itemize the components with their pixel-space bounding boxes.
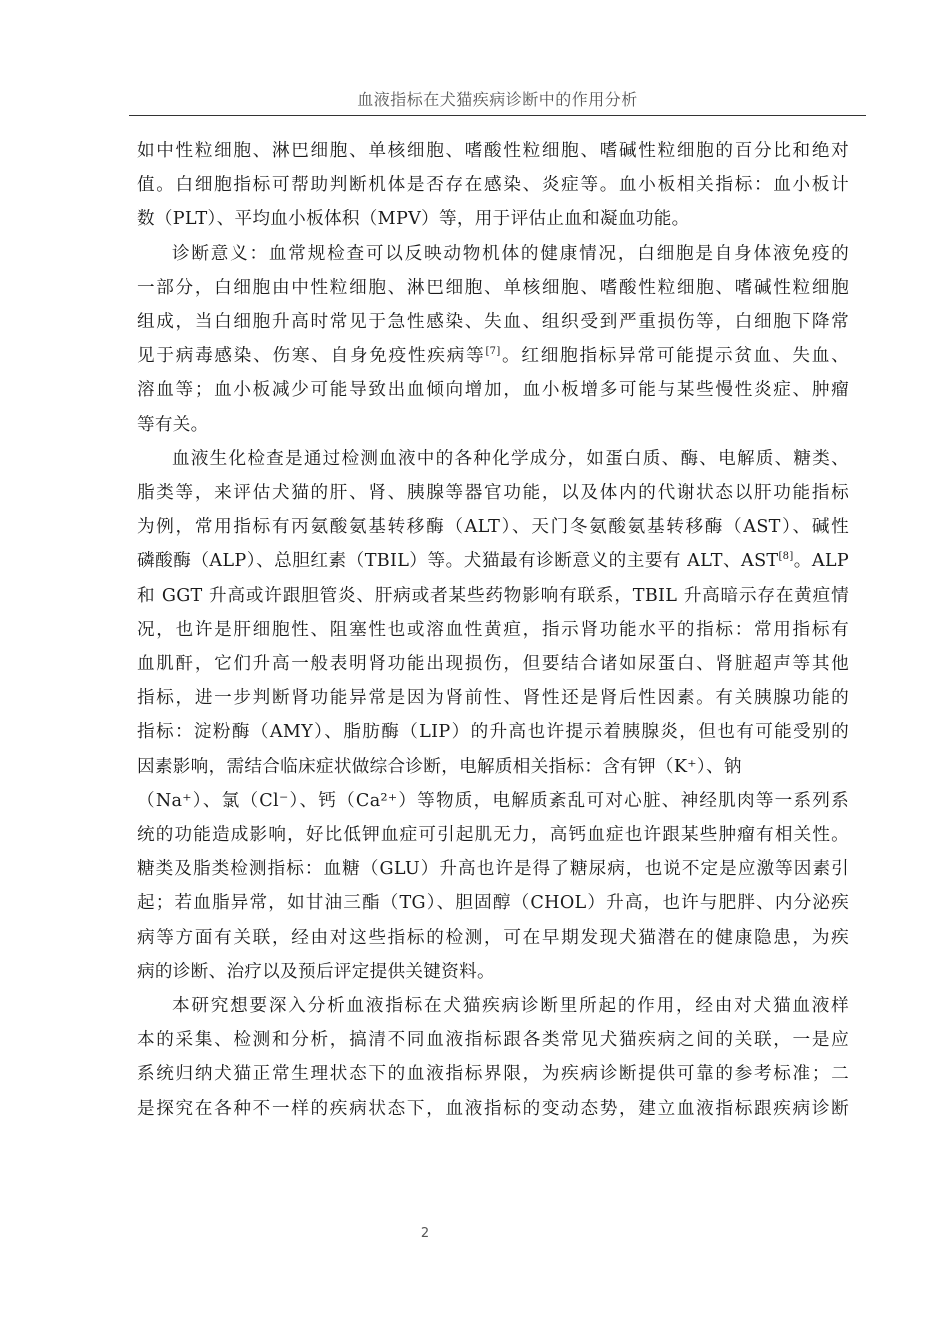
paragraph-2	[137, 237, 849, 442]
text-line: （Na⁺）、氯（Cl⁻）、钙（Ca²⁺）等物质，电解质紊乱可对心脏、神经肌肉等一系列系	[137, 790, 849, 811]
text-line: 和 GGT 升高或许跟胆管炎、肝病或者某些药物影响有联系，TBIL 升高暗示存在黄疸情	[137, 585, 849, 606]
page-number: 2	[420, 1226, 430, 1241]
text-line: 等有关。	[137, 414, 209, 435]
text-line: 糖类及脂类检测指标：血糖（GLU）升高也许是得了糖尿病，也说不定是应激等因素引	[137, 859, 849, 880]
text-line: 脂类等，来评估犬猫的肝、肾、胰腺等器官功能，以及体内的代谢状态以肝功能指标	[137, 483, 849, 504]
text-line: 起；若血脂异常，如甘油三酯（TG）、胆固醇（CHOL）升高，也许与肥胖、内分泌疾	[137, 893, 849, 914]
running-header-title: 血液指标在犬猫疾病诊断中的作用分析	[357, 90, 638, 109]
paragraph-3	[137, 442, 849, 989]
body-text	[137, 134, 849, 1126]
text-line: 因素影响，需结合临床症状做综合诊断，电解质相关指标：含有钾（K⁺）、钠	[137, 756, 742, 777]
text-line: 病的诊断、治疗以及预后评定提供关键资料。	[137, 961, 495, 982]
paragraph-4	[137, 989, 849, 1126]
text-line: 为例，常用指标有丙氨酸氨基转移酶（ALT）、天门冬氨酸氨基转移酶（AST）、碱性	[137, 517, 849, 538]
citation-8: [8]	[778, 551, 794, 563]
text-line: 血液生化检查是通过检测血液中的各种化学成分，如蛋白质、酶、电解质、糖类、	[172, 448, 849, 469]
text-line	[137, 544, 849, 578]
text-segment: 。ALP	[793, 551, 849, 572]
text-line: 诊断意义：血常规检查可以反映动物机体的健康情况，白细胞是自身体液免疫的	[172, 243, 849, 264]
text-segment: 磷酸酶（ALP）、总胆红素（TBIL）等。犬猫最有诊断意义的主要有 ALT、AST	[137, 551, 779, 572]
text-line: 系统归纳犬猫正常生理状态下的血液指标界限，为疾病诊断提供可靠的参考标准；二	[137, 1064, 849, 1085]
text-line: 指标：淀粉酶（AMY）、脂肪酶（LIP）的升高也许提示着胰腺炎，但也有可能受别的	[137, 722, 849, 743]
text-line: 组成，当白细胞升高时常见于急性感染、失血、组织受到严重损伤等，白细胞下降常	[137, 312, 849, 333]
text-line: 血肌酐，它们升高一般表明肾功能出现损伤，但要结合诸如尿蛋白、肾脏超声等其他	[137, 654, 849, 675]
text-line: 是探究在各种不一样的疾病状态下，血液指标的变动态势，建立血液指标跟疾病诊断	[137, 1098, 849, 1119]
text-segment: 。红细胞指标异常可能提示贫血、失血、	[500, 346, 850, 367]
text-line: 指标，进一步判断肾功能异常是因为肾前性、肾性还是肾后性因素。有关胰腺功能的	[137, 688, 849, 709]
text-line: 一部分，白细胞由中性粒细胞、淋巴细胞、单核细胞、嗜酸性粒细胞、嗜碱性粒细胞	[137, 277, 849, 298]
text-line: 病等方面有关联，经由对这些指标的检测，可在早期发现犬猫潜在的健康隐患，为疾	[137, 927, 849, 948]
text-line: 本研究想要深入分析血液指标在犬猫疾病诊断里所起的作用，经由对犬猫血液样	[172, 996, 849, 1017]
paragraph-1	[137, 134, 849, 237]
text-line: 况，也许是肝细胞性、阻塞性也或溶血性黄疸，指示肾功能水平的指标：常用指标有	[137, 619, 849, 640]
text-line	[137, 339, 849, 373]
text-line: 如中性粒细胞、淋巴细胞、单核细胞、嗜酸性粒细胞、嗜碱性粒细胞的百分比和绝对	[137, 141, 849, 161]
text-segment: 见于病毒感染、伤寒、自身免疫性疾病等	[137, 346, 486, 367]
text-line: 统的功能造成影响，好比低钾血症可引起肌无力，高钙血症也许跟某些肿瘤有相关性。	[137, 825, 849, 846]
text-line: 本的采集、检测和分析，搞清不同血液指标跟各类常见犬猫疾病之间的关联，一是应	[137, 1030, 849, 1051]
text-line: 值。白细胞指标可帮助判断机体是否存在感染、炎症等。血小板相关指标：血小板计	[137, 175, 849, 196]
header-rule	[129, 115, 866, 116]
text-line: 溶血等；血小板减少可能导致出血倾向增加，血小板增多可能与某些慢性炎症、肿瘤	[137, 380, 849, 401]
text-line: 数（PLT）、平均血小板体积（MPV）等，用于评估止血和凝血功能。	[137, 209, 690, 230]
citation-7: [7]	[485, 346, 501, 358]
